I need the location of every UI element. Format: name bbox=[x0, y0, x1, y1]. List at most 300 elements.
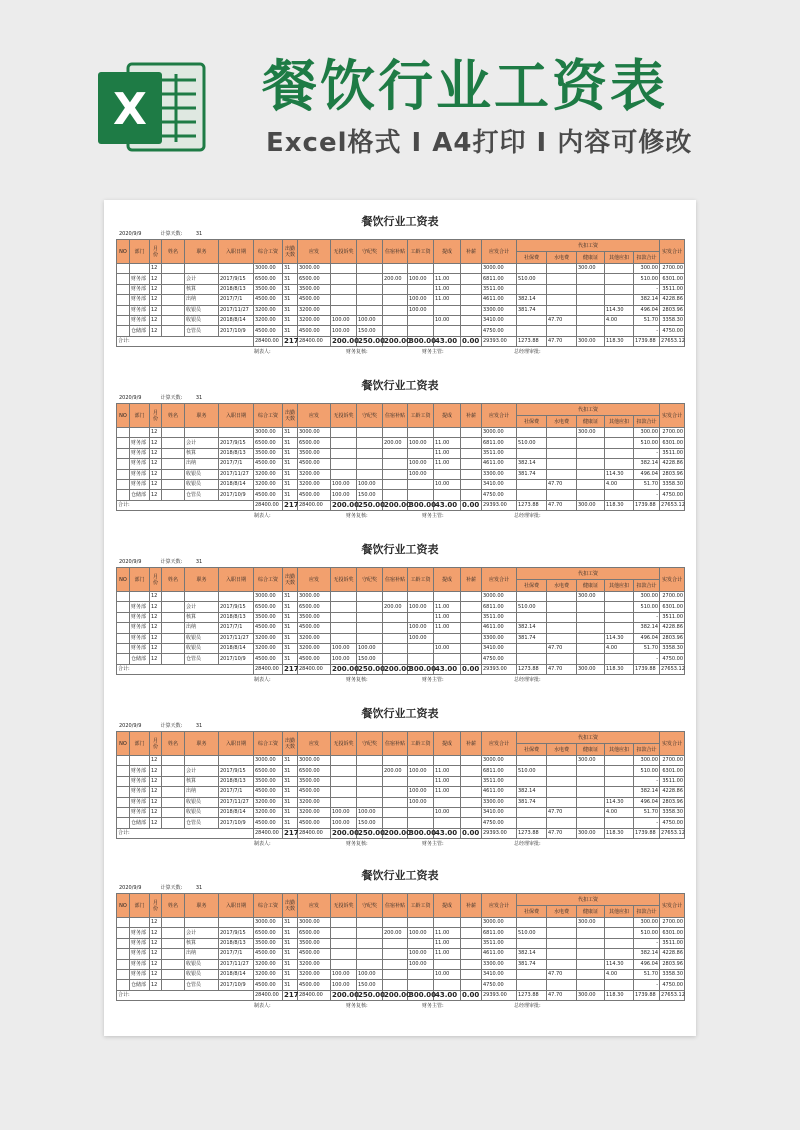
cell-other bbox=[605, 459, 634, 469]
cell-name bbox=[162, 612, 185, 622]
cell-social bbox=[517, 592, 547, 602]
cell-noabs bbox=[331, 949, 357, 959]
cell-house bbox=[383, 490, 408, 500]
cell-deduct: 300.00 bbox=[634, 264, 660, 274]
total-base: 28400.00 bbox=[254, 990, 283, 1000]
cell-month: 12 bbox=[150, 305, 162, 315]
cell-house bbox=[383, 295, 408, 305]
sheet-meta bbox=[116, 230, 684, 239]
cell-no bbox=[117, 479, 130, 489]
cell-payable: 4500.00 bbox=[298, 818, 331, 828]
cell-month: 12 bbox=[150, 633, 162, 643]
total-commission: 43.00 bbox=[434, 500, 461, 510]
work-days-label: 计算天数: bbox=[160, 885, 183, 891]
table-row bbox=[117, 469, 685, 479]
cell-other: 4.00 bbox=[605, 315, 634, 325]
cell-base: 6500.00 bbox=[254, 602, 283, 612]
cell-no bbox=[117, 592, 130, 602]
cell-no bbox=[117, 315, 130, 325]
cell-comm bbox=[434, 633, 461, 643]
cell-noabs bbox=[331, 295, 357, 305]
cell-comm: 10.00 bbox=[434, 969, 461, 979]
col-net: 实发合计 bbox=[660, 568, 685, 592]
cell-no bbox=[117, 818, 130, 828]
cell-util bbox=[547, 980, 577, 990]
cell-hire: 2018/8/14 bbox=[219, 969, 254, 979]
cell-hire: 2017/9/15 bbox=[219, 274, 254, 284]
cell-util bbox=[547, 264, 577, 274]
cell-hire: 2018/8/14 bbox=[219, 807, 254, 817]
cell-noabs bbox=[331, 469, 357, 479]
cell-gross: 4750.00 bbox=[482, 980, 517, 990]
cell-position: 会计 bbox=[185, 438, 219, 448]
sheet-title: 餐饮行业工资表 bbox=[361, 707, 439, 720]
cell-other bbox=[605, 274, 634, 284]
cell-dept bbox=[130, 264, 150, 274]
cell-other bbox=[605, 428, 634, 438]
cell-position: 会计 bbox=[185, 274, 219, 284]
cell-sub bbox=[461, 654, 482, 664]
cell-health bbox=[577, 612, 605, 622]
col-month: 月份 bbox=[150, 404, 162, 428]
cell-comm: 11.00 bbox=[434, 459, 461, 469]
total-base: 28400.00 bbox=[254, 828, 283, 838]
cell-no bbox=[117, 766, 130, 776]
cell-month: 12 bbox=[150, 295, 162, 305]
table-row bbox=[117, 980, 685, 990]
cell-health bbox=[577, 959, 605, 969]
cell-month: 12 bbox=[150, 623, 162, 633]
cell-disc bbox=[357, 633, 383, 643]
total-discipline: 250.00 bbox=[358, 828, 386, 837]
cell-net: 4750.00 bbox=[660, 818, 685, 828]
cell-social bbox=[517, 612, 547, 622]
totals-label: 合计: bbox=[117, 336, 254, 346]
cell-deduct: 51.70 bbox=[634, 315, 660, 325]
sign-finance-head: 财务主管: bbox=[422, 513, 444, 520]
cell-house bbox=[383, 807, 408, 817]
cell-other bbox=[605, 938, 634, 948]
cell-senior: 100.00 bbox=[408, 766, 434, 776]
cell-hire: 2017/7/1 bbox=[219, 787, 254, 797]
cell-days: 31 bbox=[283, 612, 298, 622]
cell-senior: 100.00 bbox=[408, 928, 434, 938]
cell-deduct: - bbox=[634, 776, 660, 786]
cell-position: 收银员 bbox=[185, 643, 219, 653]
col-commission: 提成 bbox=[434, 894, 461, 918]
sign-finance-head: 财务主管: bbox=[422, 841, 444, 848]
cell-month: 12 bbox=[150, 654, 162, 664]
col-hire-date: 入职日期 bbox=[219, 732, 254, 756]
sign-finance-audit: 财务复核: bbox=[346, 349, 368, 356]
sheet-date: 2020/9/9 bbox=[119, 395, 142, 401]
cell-no bbox=[117, 264, 130, 274]
cell-social bbox=[517, 756, 547, 766]
cell-comm: 11.00 bbox=[434, 448, 461, 458]
cell-hire: 2017/10/9 bbox=[219, 818, 254, 828]
cell-base: 3200.00 bbox=[254, 305, 283, 315]
cell-util bbox=[547, 448, 577, 458]
cell-deduct: 382.14 bbox=[634, 787, 660, 797]
table-row bbox=[117, 459, 685, 469]
wage-table bbox=[116, 893, 685, 1001]
col-subsidy: 补薪 bbox=[461, 732, 482, 756]
cell-noabs bbox=[331, 459, 357, 469]
cell-noabs bbox=[331, 797, 357, 807]
cell-name bbox=[162, 490, 185, 500]
total-deduct: 1739.88 bbox=[634, 828, 660, 838]
cell-util: 47.70 bbox=[547, 479, 577, 489]
col-payable: 应发 bbox=[298, 404, 331, 428]
cell-days: 31 bbox=[283, 797, 298, 807]
total-base: 28400.00 bbox=[254, 664, 283, 674]
cell-net: 3358.30 bbox=[660, 807, 685, 817]
cell-name bbox=[162, 959, 185, 969]
cell-health: 300.00 bbox=[577, 264, 605, 274]
cell-sub bbox=[461, 469, 482, 479]
cell-no bbox=[117, 959, 130, 969]
col-month: 月份 bbox=[150, 240, 162, 264]
cell-dept: 财务部 bbox=[130, 459, 150, 469]
cell-hire: 2017/10/9 bbox=[219, 326, 254, 336]
col-gross: 应发合计 bbox=[482, 404, 517, 428]
cell-no bbox=[117, 438, 130, 448]
cell-gross: 3300.00 bbox=[482, 469, 517, 479]
cell-dept: 财务部 bbox=[130, 612, 150, 622]
cell-days: 31 bbox=[283, 623, 298, 633]
cell-no bbox=[117, 305, 130, 315]
cell-senior bbox=[408, 428, 434, 438]
cell-comm: 11.00 bbox=[434, 612, 461, 622]
total-base: 28400.00 bbox=[254, 336, 283, 346]
total-payable: 28400.00 bbox=[298, 500, 331, 510]
table-row bbox=[117, 448, 685, 458]
total-discipline: 250.00 bbox=[358, 500, 386, 509]
cell-noabs bbox=[331, 756, 357, 766]
cell-deduct: 496.04 bbox=[634, 959, 660, 969]
cell-deduct: - bbox=[634, 284, 660, 294]
work-days-label: 计算天数: bbox=[160, 231, 183, 237]
cell-no bbox=[117, 918, 130, 928]
cell-disc: 100.00 bbox=[357, 807, 383, 817]
col-attendance: 出勤天数 bbox=[283, 732, 298, 756]
cell-no bbox=[117, 284, 130, 294]
col-attendance: 出勤天数 bbox=[283, 894, 298, 918]
cell-days: 31 bbox=[283, 438, 298, 448]
total-seniority: 300.00 bbox=[409, 500, 437, 509]
cell-other bbox=[605, 438, 634, 448]
cell-deduct: 510.00 bbox=[634, 602, 660, 612]
cell-house bbox=[383, 592, 408, 602]
cell-base: 3200.00 bbox=[254, 479, 283, 489]
cell-payable: 4500.00 bbox=[298, 787, 331, 797]
cell-gross: 3000.00 bbox=[482, 592, 517, 602]
cell-gross: 6811.00 bbox=[482, 438, 517, 448]
cell-other bbox=[605, 592, 634, 602]
totals-row bbox=[117, 664, 685, 674]
total-seniority: 300.00 bbox=[409, 990, 437, 999]
cell-payable: 3200.00 bbox=[298, 959, 331, 969]
cell-other: 4.00 bbox=[605, 807, 634, 817]
total-gross: 29393.00 bbox=[482, 500, 517, 510]
cell-util bbox=[547, 918, 577, 928]
cell-gross: 3410.00 bbox=[482, 807, 517, 817]
sign-maker: 制表人: bbox=[254, 677, 271, 684]
page-subtitle: Excel格式 I A4打印 I 内容可修改 bbox=[266, 128, 693, 158]
cell-util bbox=[547, 787, 577, 797]
cell-health bbox=[577, 315, 605, 325]
cell-disc bbox=[357, 274, 383, 284]
sheet-date: 2020/9/9 bbox=[119, 723, 142, 729]
total-payable: 28400.00 bbox=[298, 664, 331, 674]
cell-net: 3511.00 bbox=[660, 776, 685, 786]
col-subsidy: 补薪 bbox=[461, 568, 482, 592]
cell-hire bbox=[219, 592, 254, 602]
cell-senior bbox=[408, 654, 434, 664]
cell-dept: 财务部 bbox=[130, 448, 150, 458]
cell-sub bbox=[461, 776, 482, 786]
cell-social: 381.74 bbox=[517, 959, 547, 969]
cell-health bbox=[577, 448, 605, 458]
wage-sheet bbox=[116, 706, 684, 849]
cell-comm bbox=[434, 980, 461, 990]
col-deduct-total: 扣款合计 bbox=[634, 580, 660, 592]
cell-position: 会计 bbox=[185, 602, 219, 612]
cell-util bbox=[547, 633, 577, 643]
total-gross: 29393.00 bbox=[482, 336, 517, 346]
cell-net: 4750.00 bbox=[660, 326, 685, 336]
cell-dept: 财务部 bbox=[130, 602, 150, 612]
wage-table bbox=[116, 239, 685, 347]
cell-deduct: 51.70 bbox=[634, 479, 660, 489]
cell-deduct: 51.70 bbox=[634, 643, 660, 653]
cell-hire: 2018/8/13 bbox=[219, 284, 254, 294]
cell-social: 382.14 bbox=[517, 949, 547, 959]
cell-gross: 4611.00 bbox=[482, 623, 517, 633]
cell-gross: 6811.00 bbox=[482, 928, 517, 938]
cell-house bbox=[383, 643, 408, 653]
cell-month: 12 bbox=[150, 326, 162, 336]
table-row bbox=[117, 264, 685, 274]
cell-dept: 财务部 bbox=[130, 284, 150, 294]
cell-name bbox=[162, 459, 185, 469]
cell-net: 2803.96 bbox=[660, 633, 685, 643]
total-deduct: 1739.88 bbox=[634, 990, 660, 1000]
cell-position: 仓管员 bbox=[185, 326, 219, 336]
total-social: 1273.88 bbox=[517, 500, 547, 510]
cell-sub bbox=[461, 969, 482, 979]
cell-net: 2700.00 bbox=[660, 592, 685, 602]
cell-month: 12 bbox=[150, 949, 162, 959]
cell-payable: 6500.00 bbox=[298, 602, 331, 612]
cell-comm bbox=[434, 756, 461, 766]
cell-position: 核算 bbox=[185, 612, 219, 622]
cell-sub bbox=[461, 264, 482, 274]
cell-util bbox=[547, 949, 577, 959]
sign-finance-audit: 财务复核: bbox=[346, 677, 368, 684]
cell-deduct: 510.00 bbox=[634, 766, 660, 776]
page-title: 餐饮行业工资表 bbox=[262, 54, 669, 118]
cell-util: 47.70 bbox=[547, 969, 577, 979]
cell-other bbox=[605, 490, 634, 500]
cell-month: 12 bbox=[150, 959, 162, 969]
cell-name bbox=[162, 602, 185, 612]
cell-name bbox=[162, 766, 185, 776]
cell-disc bbox=[357, 448, 383, 458]
cell-name bbox=[162, 315, 185, 325]
cell-senior: 100.00 bbox=[408, 295, 434, 305]
cell-health bbox=[577, 326, 605, 336]
cell-name bbox=[162, 428, 185, 438]
cell-sub bbox=[461, 756, 482, 766]
cell-month: 12 bbox=[150, 643, 162, 653]
col-name: 姓名 bbox=[162, 894, 185, 918]
totals-label: 合计: bbox=[117, 990, 254, 1000]
cell-noabs bbox=[331, 623, 357, 633]
cell-house bbox=[383, 315, 408, 325]
total-payable: 28400.00 bbox=[298, 828, 331, 838]
cell-senior: 100.00 bbox=[408, 959, 434, 969]
cell-social: 381.74 bbox=[517, 633, 547, 643]
cell-days: 31 bbox=[283, 787, 298, 797]
cell-month: 12 bbox=[150, 818, 162, 828]
cell-other bbox=[605, 264, 634, 274]
col-withheld: 代扣工资 bbox=[517, 568, 660, 580]
col-social: 社保费 bbox=[517, 744, 547, 756]
cell-deduct: 300.00 bbox=[634, 592, 660, 602]
cell-senior bbox=[408, 592, 434, 602]
table-row bbox=[117, 959, 685, 969]
cell-month: 12 bbox=[150, 980, 162, 990]
sign-maker: 制表人: bbox=[254, 349, 271, 356]
col-net: 实发合计 bbox=[660, 894, 685, 918]
cell-noabs bbox=[331, 776, 357, 786]
cell-deduct: 300.00 bbox=[634, 428, 660, 438]
col-net: 实发合计 bbox=[660, 732, 685, 756]
table-row bbox=[117, 315, 685, 325]
cell-util bbox=[547, 469, 577, 479]
cell-comm: 11.00 bbox=[434, 284, 461, 294]
cell-health bbox=[577, 438, 605, 448]
cell-base: 3200.00 bbox=[254, 797, 283, 807]
col-no-absence: 无投诉奖 bbox=[331, 404, 357, 428]
total-health: 300.00 bbox=[577, 336, 605, 346]
cell-name bbox=[162, 776, 185, 786]
col-deduct-total: 扣款合计 bbox=[634, 744, 660, 756]
cell-payable: 3000.00 bbox=[298, 428, 331, 438]
cell-util bbox=[547, 612, 577, 622]
cell-position: 收银员 bbox=[185, 469, 219, 479]
cell-social bbox=[517, 818, 547, 828]
cell-base: 3500.00 bbox=[254, 938, 283, 948]
col-housing: 住宿补贴 bbox=[383, 568, 408, 592]
cell-dept: 财务部 bbox=[130, 969, 150, 979]
cell-social: 381.74 bbox=[517, 305, 547, 315]
cell-position: 收银员 bbox=[185, 315, 219, 325]
cell-health bbox=[577, 807, 605, 817]
cell-gross: 4611.00 bbox=[482, 459, 517, 469]
cell-sub bbox=[461, 602, 482, 612]
cell-disc bbox=[357, 295, 383, 305]
sign-gm-approval: 总经理审批: bbox=[514, 349, 541, 356]
cell-position: 仓管员 bbox=[185, 980, 219, 990]
col-seniority: 工龄工资 bbox=[408, 240, 434, 264]
cell-health: 300.00 bbox=[577, 756, 605, 766]
cell-days: 31 bbox=[283, 654, 298, 664]
cell-comm bbox=[434, 469, 461, 479]
cell-senior: 100.00 bbox=[408, 305, 434, 315]
cell-no bbox=[117, 787, 130, 797]
cell-hire bbox=[219, 756, 254, 766]
cell-gross: 3511.00 bbox=[482, 938, 517, 948]
cell-days: 31 bbox=[283, 459, 298, 469]
cell-health bbox=[577, 274, 605, 284]
cell-sub bbox=[461, 766, 482, 776]
cell-deduct: 382.14 bbox=[634, 459, 660, 469]
cell-payable: 6500.00 bbox=[298, 438, 331, 448]
cell-dept: 财务部 bbox=[130, 776, 150, 786]
cell-no bbox=[117, 326, 130, 336]
cell-name bbox=[162, 438, 185, 448]
cell-gross: 3511.00 bbox=[482, 284, 517, 294]
cell-base: 3000.00 bbox=[254, 918, 283, 928]
cell-dept: 财务部 bbox=[130, 959, 150, 969]
cell-month: 12 bbox=[150, 807, 162, 817]
cell-base: 3500.00 bbox=[254, 448, 283, 458]
sign-finance-audit: 财务复核: bbox=[346, 513, 368, 520]
totals-row bbox=[117, 828, 685, 838]
cell-base: 3200.00 bbox=[254, 643, 283, 653]
cell-payable: 3200.00 bbox=[298, 643, 331, 653]
cell-house bbox=[383, 969, 408, 979]
cell-gross: 4611.00 bbox=[482, 295, 517, 305]
cell-net: 2700.00 bbox=[660, 428, 685, 438]
cell-base: 3200.00 bbox=[254, 315, 283, 325]
cell-days: 31 bbox=[283, 469, 298, 479]
cell-month: 12 bbox=[150, 592, 162, 602]
cell-days: 31 bbox=[283, 295, 298, 305]
total-health: 300.00 bbox=[577, 828, 605, 838]
cell-noabs: 100.00 bbox=[331, 969, 357, 979]
cell-comm: 10.00 bbox=[434, 643, 461, 653]
cell-position: 核算 bbox=[185, 284, 219, 294]
cell-comm bbox=[434, 490, 461, 500]
sheet-title: 餐饮行业工资表 bbox=[361, 543, 439, 556]
cell-noabs bbox=[331, 438, 357, 448]
cell-name bbox=[162, 949, 185, 959]
sign-gm-approval: 总经理审批: bbox=[514, 677, 541, 684]
cell-comm: 10.00 bbox=[434, 315, 461, 325]
cell-sub bbox=[461, 643, 482, 653]
cell-hire: 2017/10/9 bbox=[219, 490, 254, 500]
wage-table bbox=[116, 567, 685, 675]
cell-other bbox=[605, 448, 634, 458]
cell-util bbox=[547, 326, 577, 336]
total-gross: 29393.00 bbox=[482, 990, 517, 1000]
col-attendance: 出勤天数 bbox=[283, 568, 298, 592]
table-row bbox=[117, 479, 685, 489]
cell-gross: 3000.00 bbox=[482, 264, 517, 274]
cell-hire: 2017/7/1 bbox=[219, 295, 254, 305]
cell-days: 31 bbox=[283, 766, 298, 776]
cell-health bbox=[577, 818, 605, 828]
col-withheld: 代扣工资 bbox=[517, 732, 660, 744]
cell-dept: 仓储部 bbox=[130, 980, 150, 990]
cell-hire: 2017/9/15 bbox=[219, 438, 254, 448]
cell-comm: 11.00 bbox=[434, 766, 461, 776]
col-hire-date: 入职日期 bbox=[219, 568, 254, 592]
col-subsidy: 补薪 bbox=[461, 240, 482, 264]
